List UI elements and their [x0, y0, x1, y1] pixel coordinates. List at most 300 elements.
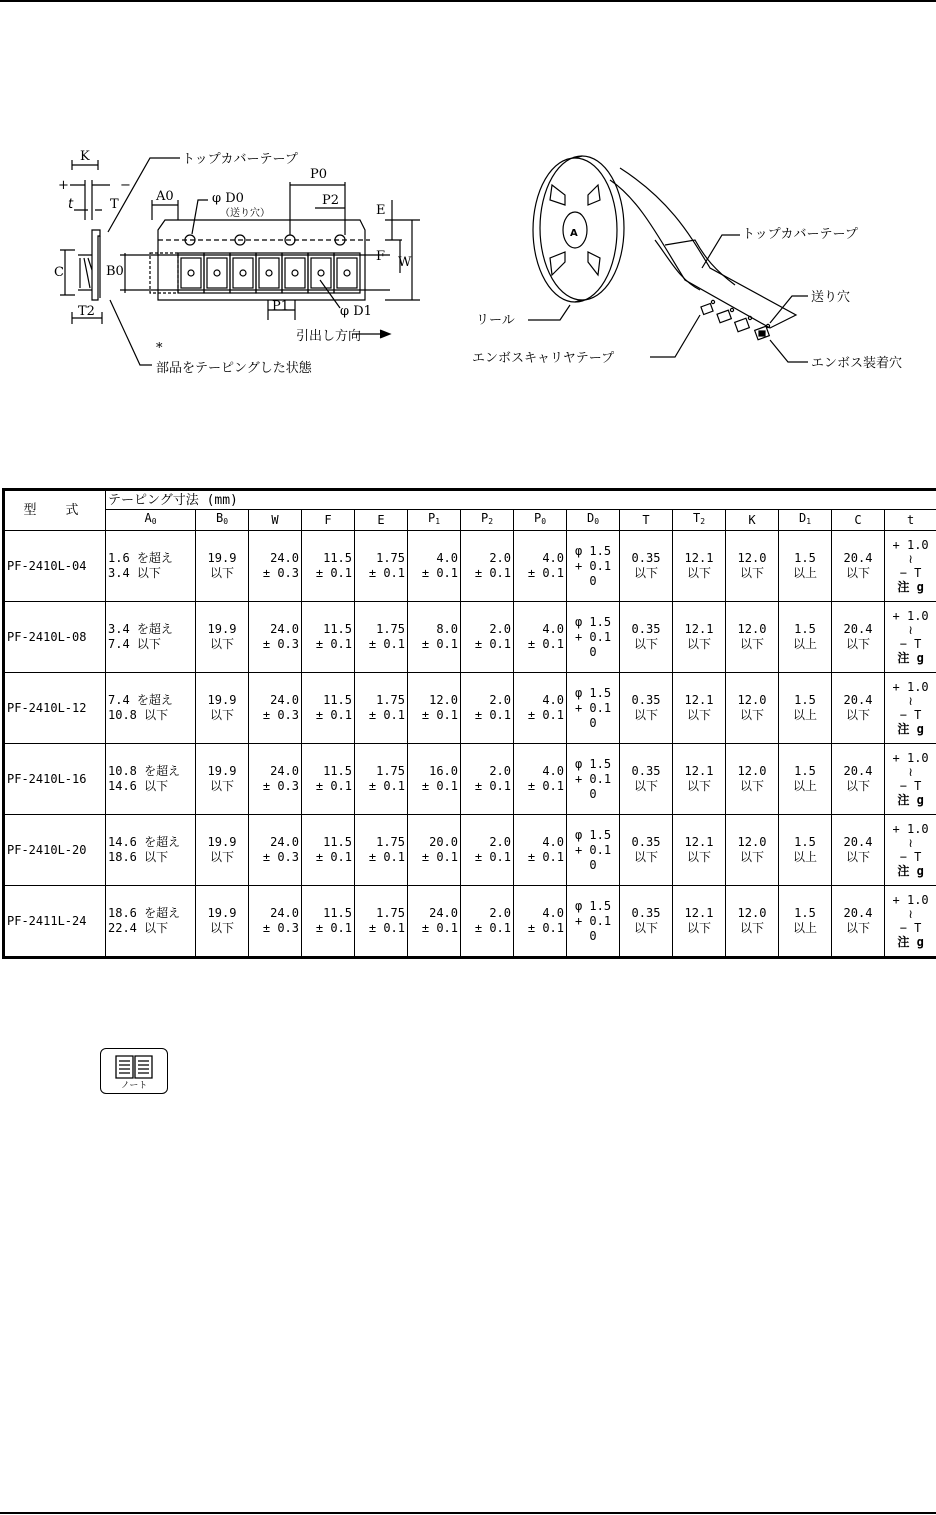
table-cell	[673, 815, 726, 886]
cell-line: ± 0.1	[315, 708, 352, 722]
cell-line: ± 0.1	[368, 708, 405, 722]
t-small-label: t	[68, 197, 74, 212]
cell-line: ± 0.1	[421, 779, 458, 793]
column-header-main: E	[377, 512, 385, 527]
column-header	[673, 510, 726, 531]
table-cell	[106, 744, 196, 815]
top-cover-tape-label: トップカバーテープ	[182, 152, 298, 167]
cell-line: ± 0.1	[474, 779, 511, 793]
table-cell	[106, 815, 196, 886]
table-cell	[885, 602, 936, 673]
table-cell	[832, 602, 885, 673]
cell-line: ≀	[908, 907, 913, 921]
cell-line: 4.0	[542, 622, 564, 636]
taped-state-label: 部品をテーピングした状態	[156, 361, 312, 376]
f-label: F	[376, 249, 386, 264]
cell-line: 1.5	[794, 693, 816, 707]
cell-line: 4.0	[542, 551, 564, 565]
table-cell	[461, 531, 514, 602]
table-cell	[196, 531, 249, 602]
table-cell	[885, 673, 936, 744]
cell-line: 以下	[633, 708, 658, 722]
w-label: W	[398, 255, 412, 270]
table-cell	[408, 886, 461, 958]
cell-line: 0	[589, 857, 597, 872]
table-cell	[885, 886, 936, 958]
cell-line: 以下	[209, 637, 234, 651]
table-cell	[620, 744, 673, 815]
cell-line: + 0.1	[574, 771, 612, 786]
cell-line: φ 1.5	[574, 827, 612, 842]
pull-direction-label: 引出し方向	[296, 329, 362, 344]
reel-label: リール	[476, 313, 515, 328]
table-cell	[514, 744, 567, 815]
cell-line: 19.9	[207, 693, 237, 707]
cell-line: φ 1.5	[574, 756, 612, 771]
column-header	[355, 510, 408, 531]
cell-line: 19.9	[207, 764, 237, 778]
cell-line: + 1.0	[892, 751, 929, 765]
cell-line: 以下	[739, 921, 764, 935]
table-cell	[4, 602, 106, 673]
cell-line: 19.9	[207, 906, 237, 920]
cell-line: 以下	[845, 566, 870, 580]
table-cell	[249, 602, 302, 673]
cell-line: ± 0.1	[315, 566, 352, 580]
table-cell	[885, 744, 936, 815]
table-cell	[4, 815, 106, 886]
cell-line: − T	[899, 566, 922, 580]
column-header-sub: 0	[594, 517, 600, 526]
cell-line: 3.4 を超え	[108, 622, 173, 636]
column-header-main: D	[798, 511, 807, 525]
table-cell	[302, 744, 355, 815]
column-header	[620, 510, 673, 531]
cell-line: 1.75	[376, 906, 405, 920]
cell-line: 以下	[633, 566, 658, 580]
table-cell	[4, 886, 106, 958]
table-body	[4, 531, 936, 958]
table-cell	[779, 531, 832, 602]
cell-line: ± 0.1	[527, 850, 564, 864]
cell-line: φ 1.5	[574, 614, 612, 629]
d0-label: φ D0	[212, 191, 244, 206]
cell-line: − T	[899, 921, 922, 935]
cell-line: 12.1	[684, 622, 714, 636]
column-header-sub: 2	[700, 517, 706, 526]
cell-line: 注 g	[897, 793, 924, 807]
cell-line: ± 0.1	[315, 779, 352, 793]
cell-line: 7.4 以下	[108, 637, 161, 651]
cell-line: 20.4	[843, 835, 873, 849]
cell-line: 18.6 を超え	[108, 906, 181, 920]
reel-letter: A	[570, 228, 578, 239]
cell-line: 以下	[209, 779, 234, 793]
table-cell	[832, 673, 885, 744]
table-cell	[196, 886, 249, 958]
table-cell	[249, 815, 302, 886]
cell-line: 以上	[792, 779, 817, 793]
table-cell	[249, 744, 302, 815]
cell-line: + 1.0	[892, 538, 929, 552]
table-cell	[514, 886, 567, 958]
cell-line: 以下	[633, 921, 658, 935]
cell-line: ± 0.3	[262, 779, 299, 793]
cell-line: 2.0	[489, 835, 511, 849]
table-cell	[514, 673, 567, 744]
cell-line: 以上	[792, 850, 817, 864]
cell-line: ± 0.1	[527, 566, 564, 580]
column-header	[726, 510, 779, 531]
cell-line: 11.5	[323, 551, 352, 565]
table-cell	[779, 673, 832, 744]
d1-label: φ D1	[340, 304, 372, 319]
cell-line: 19.9	[207, 551, 237, 565]
cell-line: ± 0.1	[474, 921, 511, 935]
cell-line: 12.0	[737, 764, 767, 778]
table-row	[4, 673, 936, 744]
cell-line: PF-2410L-12	[7, 700, 87, 715]
table-cell	[620, 602, 673, 673]
cell-line: 注 g	[897, 651, 924, 665]
cell-line: 以下	[633, 779, 658, 793]
cell-line: 10.8 以下	[108, 708, 169, 722]
column-header-sub: 2	[488, 517, 494, 526]
cell-line: 14.6 を超え	[108, 835, 181, 849]
cell-line: 2.0	[489, 906, 511, 920]
cell-line: ≀	[908, 623, 913, 637]
table-cell	[620, 673, 673, 744]
cell-line: ± 0.1	[368, 921, 405, 935]
cell-line: 0	[589, 573, 597, 588]
cell-line: ± 0.1	[315, 850, 352, 864]
table-cell	[567, 602, 620, 673]
cell-line: ± 0.3	[262, 921, 299, 935]
table-cell	[514, 531, 567, 602]
p1-label: P1	[272, 299, 290, 314]
cell-line: − T	[899, 850, 922, 864]
cell-line: 12.0	[737, 906, 767, 920]
cell-line: ≀	[908, 836, 913, 850]
tape-dimension-figure	[40, 140, 410, 390]
table-cell	[832, 886, 885, 958]
column-header	[249, 510, 302, 531]
column-header-main: P	[427, 511, 436, 525]
table-cell	[673, 673, 726, 744]
cell-line: ± 0.1	[474, 566, 511, 580]
cell-line: 以下	[739, 566, 764, 580]
taping-dimension-table	[2, 488, 936, 959]
table-cell	[106, 602, 196, 673]
cell-line: ± 0.1	[421, 566, 458, 580]
table-cell	[620, 886, 673, 958]
cell-line: 以上	[792, 566, 817, 580]
cell-line: + 1.0	[892, 609, 929, 623]
cell-line: ± 0.1	[474, 850, 511, 864]
column-header-main: t	[906, 512, 915, 527]
table-cell	[779, 886, 832, 958]
cell-line: 4.0	[542, 764, 564, 778]
cell-line: 1.5	[794, 764, 816, 778]
column-header	[461, 510, 514, 531]
cell-line: 2.0	[489, 764, 511, 778]
cell-line: 以上	[792, 637, 817, 651]
cell-line: ± 0.3	[262, 637, 299, 651]
cell-line: ± 0.1	[368, 566, 405, 580]
column-header-main: K	[748, 512, 756, 527]
table-cell	[567, 886, 620, 958]
column-header-main: W	[271, 512, 279, 527]
cell-line: ± 0.3	[262, 708, 299, 722]
table-cell	[196, 673, 249, 744]
cell-line: + 1.0	[892, 822, 929, 836]
cell-line: 3.4 以下	[108, 566, 161, 580]
feed-hole-label-right: 送り穴	[811, 290, 851, 305]
cell-line: 20.4	[843, 693, 873, 707]
cell-line: ± 0.1	[474, 637, 511, 651]
table-cell	[4, 673, 106, 744]
cell-line: 10.8 を超え	[108, 764, 181, 778]
cell-line: 22.4 以下	[108, 921, 169, 935]
table-cell	[567, 744, 620, 815]
table-cell	[4, 531, 106, 602]
column-header-main: T	[642, 512, 650, 527]
p2-label: P2	[322, 193, 340, 208]
column-header-sub: 0	[151, 517, 157, 526]
cell-line: 12.0	[737, 693, 767, 707]
table-cell	[302, 673, 355, 744]
table-cell	[461, 602, 514, 673]
cell-line: ± 0.1	[421, 921, 458, 935]
cell-line: 4.0	[542, 906, 564, 920]
cell-line: 20.4	[843, 906, 873, 920]
table-cell	[106, 673, 196, 744]
column-header-sub: 1	[435, 517, 441, 526]
t2-label: T2	[78, 304, 95, 319]
cell-line: 14.6 以下	[108, 779, 169, 793]
cell-line: − T	[899, 779, 922, 793]
table-cell	[302, 602, 355, 673]
cell-line: PF-2410L-04	[7, 558, 87, 573]
cell-line: 11.5	[323, 764, 352, 778]
table-row	[4, 531, 936, 602]
cell-line: 12.0	[737, 622, 767, 636]
cell-line: 2.0	[489, 622, 511, 636]
cell-line: 以下	[686, 779, 711, 793]
column-header	[196, 510, 249, 531]
cell-line: ± 0.1	[368, 637, 405, 651]
cell-line: PF-2410L-16	[7, 771, 87, 786]
cell-line: 1.5	[794, 835, 816, 849]
table-cell	[726, 744, 779, 815]
model-header: 型 式	[4, 490, 106, 531]
p0-label: P0	[310, 167, 328, 182]
cell-line: 11.5	[323, 622, 352, 636]
table-cell	[408, 602, 461, 673]
column-header	[514, 510, 567, 531]
column-header-sub: 0	[541, 517, 547, 526]
table-cell	[461, 744, 514, 815]
column-header	[302, 510, 355, 531]
cell-line: 1.75	[376, 764, 405, 778]
cell-line: ± 0.1	[527, 708, 564, 722]
cell-line: 7.4 を超え	[108, 693, 173, 707]
cell-line: 以下	[686, 921, 711, 935]
cell-line: + 0.1	[574, 913, 612, 928]
table-cell	[408, 744, 461, 815]
cell-line: 0.35	[631, 835, 661, 849]
cell-line: 0.35	[631, 906, 661, 920]
cell-line: 24.0	[270, 551, 299, 565]
e-label: E	[376, 203, 386, 218]
cell-line: 以下	[633, 850, 658, 864]
table-cell	[355, 673, 408, 744]
cell-line: 19.9	[207, 622, 237, 636]
cell-line: 11.5	[323, 835, 352, 849]
cell-line: 以下	[739, 708, 764, 722]
emboss-pocket-label: エンボス装着穴	[811, 356, 903, 371]
cell-line: 19.9	[207, 835, 237, 849]
table-cell	[567, 531, 620, 602]
table-cell	[249, 531, 302, 602]
table-row	[4, 602, 936, 673]
column-header-main: T	[692, 511, 701, 525]
table-cell	[832, 815, 885, 886]
top-rule	[0, 0, 936, 2]
cell-line: 12.1	[684, 764, 714, 778]
table-cell	[355, 744, 408, 815]
column-header	[779, 510, 832, 531]
asterisk-label: *	[156, 341, 163, 356]
cell-line: − T	[899, 637, 922, 651]
column-header-sub: 0	[223, 517, 229, 526]
cell-line: 以下	[686, 850, 711, 864]
table-cell	[885, 815, 936, 886]
column-header-sub: 1	[806, 517, 812, 526]
cell-line: 12.0	[429, 693, 458, 707]
cell-line: 1.75	[376, 835, 405, 849]
table-cell	[355, 531, 408, 602]
cell-line: 12.1	[684, 693, 714, 707]
table-cell	[196, 815, 249, 886]
taping-group-header: テーピング寸法 (mm)	[106, 490, 936, 510]
cell-line: 20.4	[843, 551, 873, 565]
cell-line: 以下	[739, 637, 764, 651]
cell-line: 16.0	[429, 764, 458, 778]
cell-line: 1.5	[794, 906, 816, 920]
cell-line: ± 0.1	[527, 637, 564, 651]
cell-line: φ 1.5	[574, 685, 612, 700]
cell-line: 以下	[209, 850, 234, 864]
reel-top-cover-tape-label: トップカバーテープ	[742, 227, 858, 242]
cell-line: 0.35	[631, 764, 661, 778]
table-cell	[726, 673, 779, 744]
table-cell	[355, 815, 408, 886]
bottom-rule	[0, 1512, 936, 1514]
table-cell	[726, 531, 779, 602]
cell-line: 20.4	[843, 622, 873, 636]
note-icon	[100, 1048, 168, 1094]
cell-line: ± 0.1	[421, 637, 458, 651]
table-cell	[514, 815, 567, 886]
cell-line: ± 0.1	[527, 921, 564, 935]
cell-line: 0	[589, 715, 597, 730]
table-cell	[514, 602, 567, 673]
feed-hole-label: （送り穴）	[220, 208, 270, 219]
column-header-main: B	[215, 511, 224, 525]
emboss-carrier-tape-label: エンボスキャリヤテープ	[472, 351, 615, 366]
cell-line: 24.0	[270, 693, 299, 707]
table-cell	[673, 744, 726, 815]
a0-label: A0	[156, 189, 174, 204]
cell-line: 1.5	[794, 551, 816, 565]
cell-line: 注 g	[897, 864, 924, 878]
cell-line: 以下	[845, 779, 870, 793]
cell-line: ± 0.1	[368, 779, 405, 793]
cell-line: 1.75	[376, 693, 405, 707]
cell-line: − T	[899, 708, 922, 722]
cell-line: 以下	[686, 708, 711, 722]
column-header	[832, 510, 885, 531]
cell-line: φ 1.5	[574, 898, 612, 913]
cell-line: ± 0.1	[421, 850, 458, 864]
table-cell	[567, 673, 620, 744]
table-cell	[249, 673, 302, 744]
cell-line: + 0.1	[574, 700, 612, 715]
cell-line: ± 0.1	[315, 637, 352, 651]
cell-line: 24.0	[429, 906, 458, 920]
cell-line: 4.0	[436, 551, 458, 565]
cell-line: 1.5	[794, 622, 816, 636]
column-header-row	[4, 510, 936, 531]
cell-line: ± 0.3	[262, 850, 299, 864]
table-cell	[779, 602, 832, 673]
cell-line: 以上	[792, 708, 817, 722]
cell-line: 1.75	[376, 551, 405, 565]
table-cell	[408, 815, 461, 886]
table-cell	[408, 531, 461, 602]
table-cell	[408, 673, 461, 744]
column-header	[885, 510, 936, 531]
cell-line: ≀	[908, 694, 913, 708]
cell-line: 以下	[845, 637, 870, 651]
cell-line: 以上	[792, 921, 817, 935]
cell-line: 注 g	[897, 935, 924, 949]
table-cell	[779, 815, 832, 886]
cell-line: φ 1.5	[574, 543, 612, 558]
table-cell	[355, 886, 408, 958]
note-label: ノート	[120, 1081, 148, 1091]
column-header-main: C	[854, 512, 862, 527]
cell-line: 4.0	[542, 835, 564, 849]
column-header-main: F	[324, 512, 332, 527]
cell-line: 20.0	[429, 835, 458, 849]
cell-line: ± 0.1	[474, 708, 511, 722]
column-header-main: A	[144, 511, 152, 525]
cell-line: 20.4	[843, 764, 873, 778]
table-cell	[726, 602, 779, 673]
cell-line: ≀	[908, 552, 913, 566]
cell-line: 1.75	[376, 622, 405, 636]
column-header-main: P	[480, 511, 489, 525]
cell-line: PF-2410L-20	[7, 842, 87, 857]
cell-line: 0.35	[631, 551, 661, 565]
cell-line: 0.35	[631, 693, 661, 707]
cell-line: 8.0	[436, 622, 458, 636]
cell-line: 24.0	[270, 764, 299, 778]
table-row	[4, 815, 936, 886]
table-cell	[4, 744, 106, 815]
